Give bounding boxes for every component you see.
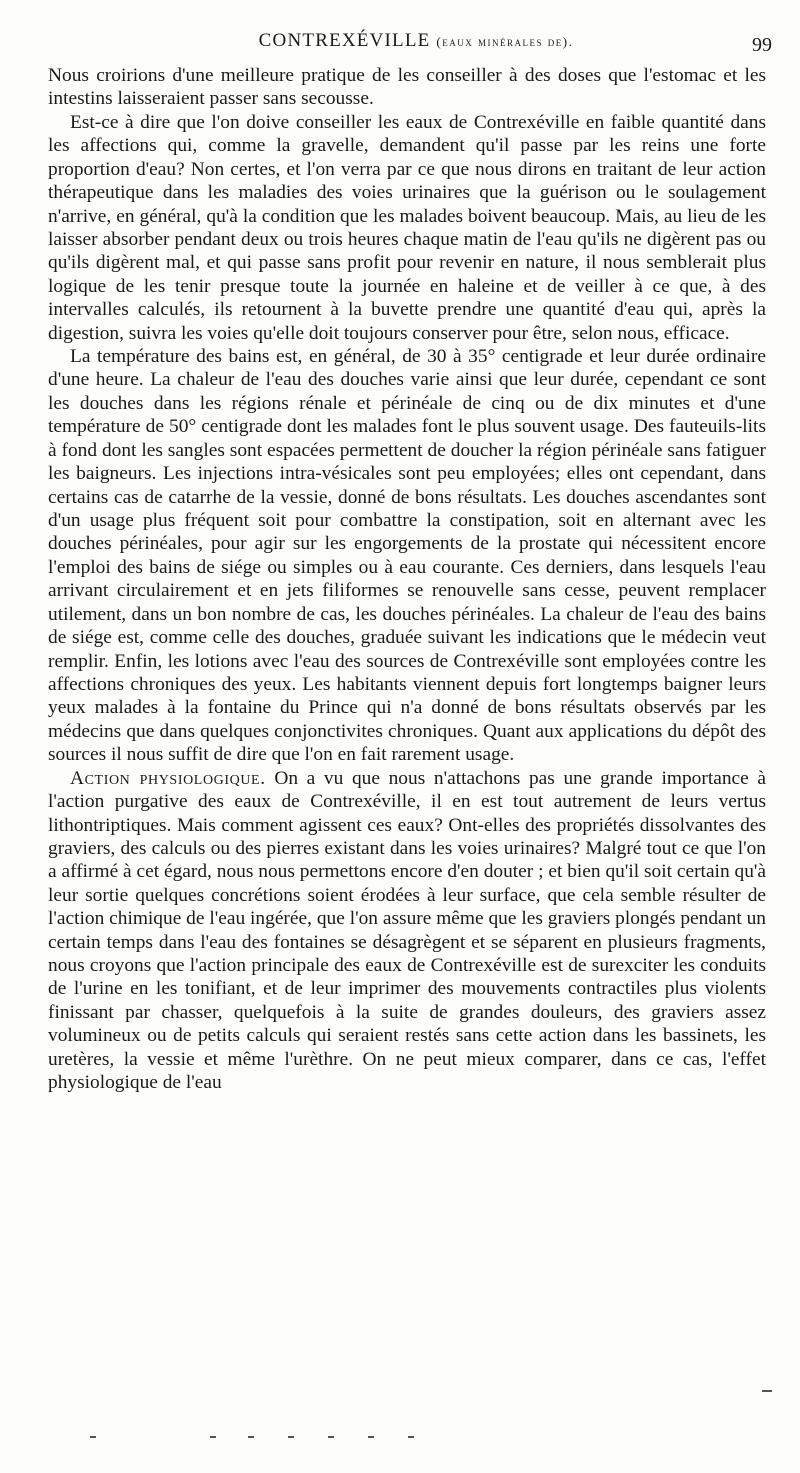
running-head-subtitle: (eaux minérales de). [436,34,574,49]
running-head [60,30,772,52]
body-text [48,64,766,1095]
running-head-title: CONTREXÉVILLE [258,30,431,51]
paragraph-4-text: On a vu que nous n'attachons pas une grande importance à l'action purgative des eaux de Contrexéville, il en est tout autrement de leurs vertus lithontriptiques. Mais comment agissent ces eaux? Ont-elles des propriétés dissolvantes des graviers, des calculs ou des pierres existant dans les voies urinaires? Malgré tout ce que l'on a affirmé à cet égard, nous nous permettons encore d'en douter ; et bien qu'il soit certain qu'à leur sortie quelques concrétions soient érodées à leur surface, que cela semble résulter de l'action chimique de l'eau ingérée, que l'on assure même que les graviers plongés pendant un certain temps dans l'eau des fontaines se désagrègent et se séparent en plusieurs fragments, nous croyons que l'action principale des eaux de Contrexéville est de surexciter les conduits de l'urine en les tonifiant, et de leur imprimer des mouvements contractiles plus violents finissant par chasser, quelquefois à la suite de grandes douleurs, des graviers assez volumineux ou de petits calculs qui seraient restés sans cette action dans les bassinets, les uretères, la vessie et même l'urèthre. On ne peut mieux comparer, dans ce cas, l'effet physiologique de l'eau [48,767,766,1094]
edge-mark [762,1390,772,1392]
page-number: 99 [752,34,772,56]
paragraph-1: Nous croirions d'une meilleure pratique de les conseiller à des doses que l'estomac et les intestins laisseraient passer sans secousse. [48,65,766,110]
paragraph-4 [48,767,766,1095]
section-lead-heading: Action physiologique. [70,767,266,789]
page-bottom-marks [90,1436,770,1446]
page-header [60,30,772,64]
paragraph-3: La température des bains est, en général, de 30 à 35° centigrade et leur durée ordinaire d'une heure. La chaleur de l'eau des douches varie ainsi que leur durée, cependant ce sont les douches dans les régions rénale et périnéale de cinq ou de dix minutes et d'une température de 50° centigrade dont les malades font le plus souvent usage. Des fauteuils-lits à fond dont les sangles sont espacées permettent de doucher la région périnéale sans fatiguer les baigneurs. Les injections intra-vésicales sont peu employées; elles ont cependant, dans certains cas de catarrhe de la vessie, donné de bons résultats. Les douches ascendantes sont d'un usage plus fréquent soit pour combattre la constipation, soit en alternant avec les douches périnéales, pour agir sur les engorgements de la prostate qui nécessitent encore l'emploi des bains de siége ou simples ou à eau courante. Ces derniers, dans lesquels l'eau arrivant circulairement et en jets filiformes se renouvelle sans cesse, peuvent remplacer utilement, dans un bon nombre de cas, les douches périnéales. La chaleur de l'eau des bains de siége est, comme celle des douches, graduée suivant les indications que le médecin veut remplir. Enfin, les lotions avec l'eau des sources de Contrexéville sont employées contre les affections chroniques des yeux. Les habitants viennent depuis fort longtemps baigner leurs yeux malades à la fontaine du Prince qui n'a donné de bons résultats observés par les médecins que dans quelques conjonctivites chroniques. Quant aux applications du dépôt des sources il nous suffit de dire que l'on en fait rarement usage. [48,346,766,766]
paragraph-2: Est-ce à dire que l'on doive conseiller les eaux de Contrexéville en faible quantité dans les affections qui, comme la gravelle, demandent qu'il passe par les reins une forte proportion d'eau? Non certes, et l'on verra par ce que nous dirons en traitant de leur action thérapeutique dans les maladies des voies urinaires que la guérison ou le soulagement n'arrive, en général, qu'à la condition que les malades boivent beaucoup. Mais, au lieu de les laisser absorber pendant deux ou trois heures chaque matin de l'eau qu'ils ne digèrent pas ou qu'ils digèrent mal, et qui passe sans profit pour revenir en nature, il nous semblerait plus logique de les tenir presque toute la journée en haleine et de veiller à ce que, à des intervalles calculés, ils retournent à la buvette prendre une quantité d'eau qui, après la digestion, suivra les voies qu'elle doit toujours conserver pour être, selon nous, efficace. [48,111,766,344]
